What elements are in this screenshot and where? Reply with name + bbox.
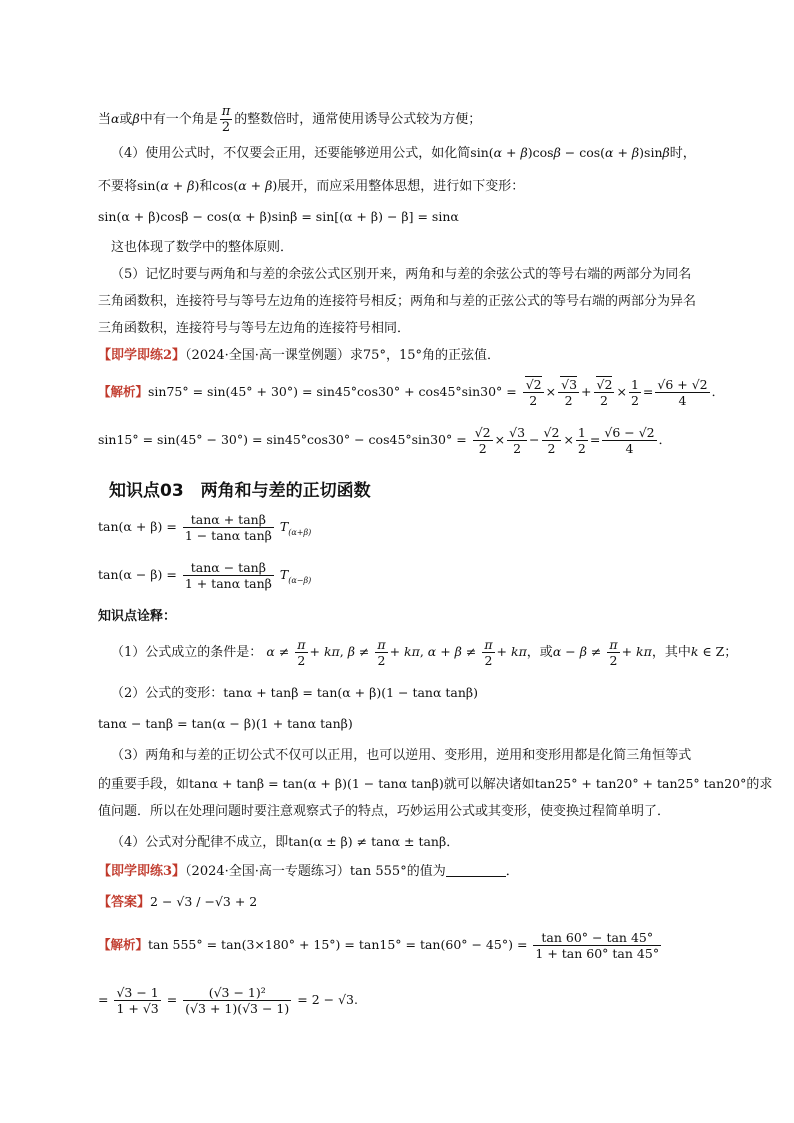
solution-tan555-cont: = $\frac{√3 - 1}{1 + √3}$ = $\frac{\text{(√3 − 1)²}}{(√3 + 1)(√3 - 1)}$ = 2 − √3. xyxy=(98,985,358,1016)
answer-tag: 【答案】 xyxy=(98,895,151,910)
section-heading: 知识点03 两角和与差的正切函数 xyxy=(109,481,371,501)
exercise-3: 【即学即练3】（2024·全国·高一专题练习）tan 555°的值为 ． xyxy=(98,864,519,879)
paragraph-5-line1: （5）记忆时要与两角和与差的余弦公式区别开来，两角和与差的余弦公式的等号右端的两部分为同名 xyxy=(111,267,692,282)
paragraph-induction-note: 当α或β中有一个角是 $\frac{\pi}{2}$ 的整数倍时，通常使用诱导公式较为方便； xyxy=(98,104,482,135)
answer: 【答案】2 − √3 / −√3 + 2 xyxy=(98,894,258,910)
paragraph-4-cont: 不要将sin(α + β)和cos(α + β)展开，而应采用整体思想，进行如下变形： xyxy=(98,178,525,194)
solution-tag: 【解析】 xyxy=(98,937,149,952)
paragraph-4: （4）使用公式时，不仅要会正用，还要能够逆用公式，如化简sin(α + β)cosβ − cos(α + β)sinβ时， xyxy=(111,145,696,161)
exercise-tag: 【即学即练2】 xyxy=(98,348,186,363)
note-3-line3: 值问题．所以在处理问题时要注意观察式子的特点，巧妙运用公式或其变形，使变换过程简单明了． xyxy=(98,804,671,819)
formula-tan-diff: tan(α − β) = $\frac{\tan\alpha - \tan\beta}{\text{1 + tanα tanβ}}$ $T_{(\alpha-\beta)}$ xyxy=(98,560,312,591)
solution-sin15: sin15° = sin(45° − 30°) = sin45°cos30° − cos45°sin30° = $\frac{√2}{2}$ × $\frac{√3}{2}$ − $\frac{√2}{2}$ × $\frac{1}{2}$ = $\frac{√6 - √2}{4}$ ． xyxy=(98,425,672,456)
paragraph-4-end: 这也体现了数学中的整体原则． xyxy=(111,240,294,255)
solution-sin75: 【解析】sin75° = sin(45° + 30°) = sin45°cos30° + cos45°sin30° = $\frac{√2}{2}$ × $\frac{√3}{2}$ + $\frac{√2}{2}$ × $\frac{1}{2}$ = $\frac{√6 + √2}{4}$ ． xyxy=(98,377,725,408)
paragraph-5-line3: 三角函数积，连接符号与等号左边角的连接符号相同． xyxy=(98,321,411,336)
note-1: （1）公式成立的条件是： α ≠ $\frac{\pi}{2}$ + kπ, β ≠ $\frac{\pi}{2}$ + kπ, α + β ≠ $\frac{\pi}{2}$ + kπ，或α − β ≠ $\frac{\pi}{2}$ + kπ，其中k ∈ Z； xyxy=(111,637,738,668)
note-3-line2: 的重要手段，如tanα + tanβ = tan(α + β)(1 − tanα tanβ)就可以解决诸如tan25° + tan20° + tan25° tan20°的求 xyxy=(98,776,773,792)
note-4: （4）公式对分配律不成立，即tan(α ± β) ≠ tanα ± tanβ． xyxy=(111,834,460,850)
exercise-tag: 【即学即练3】 xyxy=(98,864,186,879)
equation-whole-transform: sin(α + β)cosβ − cos(α + β)sinβ = sin[(α + β) − β] = sinα xyxy=(98,209,459,224)
note-2-second: tanα − tanβ = tan(α − β)(1 + tanα tanβ) xyxy=(98,716,353,731)
solution-tan555: 【解析】tan 555° = tan(3×180° + 15°) = tan15° = tan(60° − 45°) = $\frac{\tan 60^\circ - \tan 45^\circ}{1 + \tan 60^\circ \tan 45^\circ}$ xyxy=(98,930,660,961)
solution-tag: 【解析】 xyxy=(98,384,149,399)
notes-title: 知识点诠释： xyxy=(98,609,177,624)
answer-blank xyxy=(446,864,506,877)
note-3-line1: （3）两角和与差的正切公式不仅可以正用，也可以逆用、变形用，逆用和变形用都是化简三角恒等式 xyxy=(111,748,692,763)
exercise-2: 【即学即练2】（2024·全国·高一课堂例题）求75°，15°角的正弦值． xyxy=(98,348,500,363)
formula-tan-sum: tan(α + β) = $\frac{\tan\alpha + \tan\beta}{\text{1 − tanα tanβ}}$ $T_{(\alpha+\beta)}$ xyxy=(98,512,312,543)
paragraph-5-line2: 三角函数积，连接符号与等号左边角的连接符号相反；两角和与差的正弦公式的等号右端的两部分为异名 xyxy=(98,294,697,309)
note-2: （2）公式的变形：tanα + tanβ = tan(α + β)(1 − tanα tanβ) xyxy=(111,685,479,701)
